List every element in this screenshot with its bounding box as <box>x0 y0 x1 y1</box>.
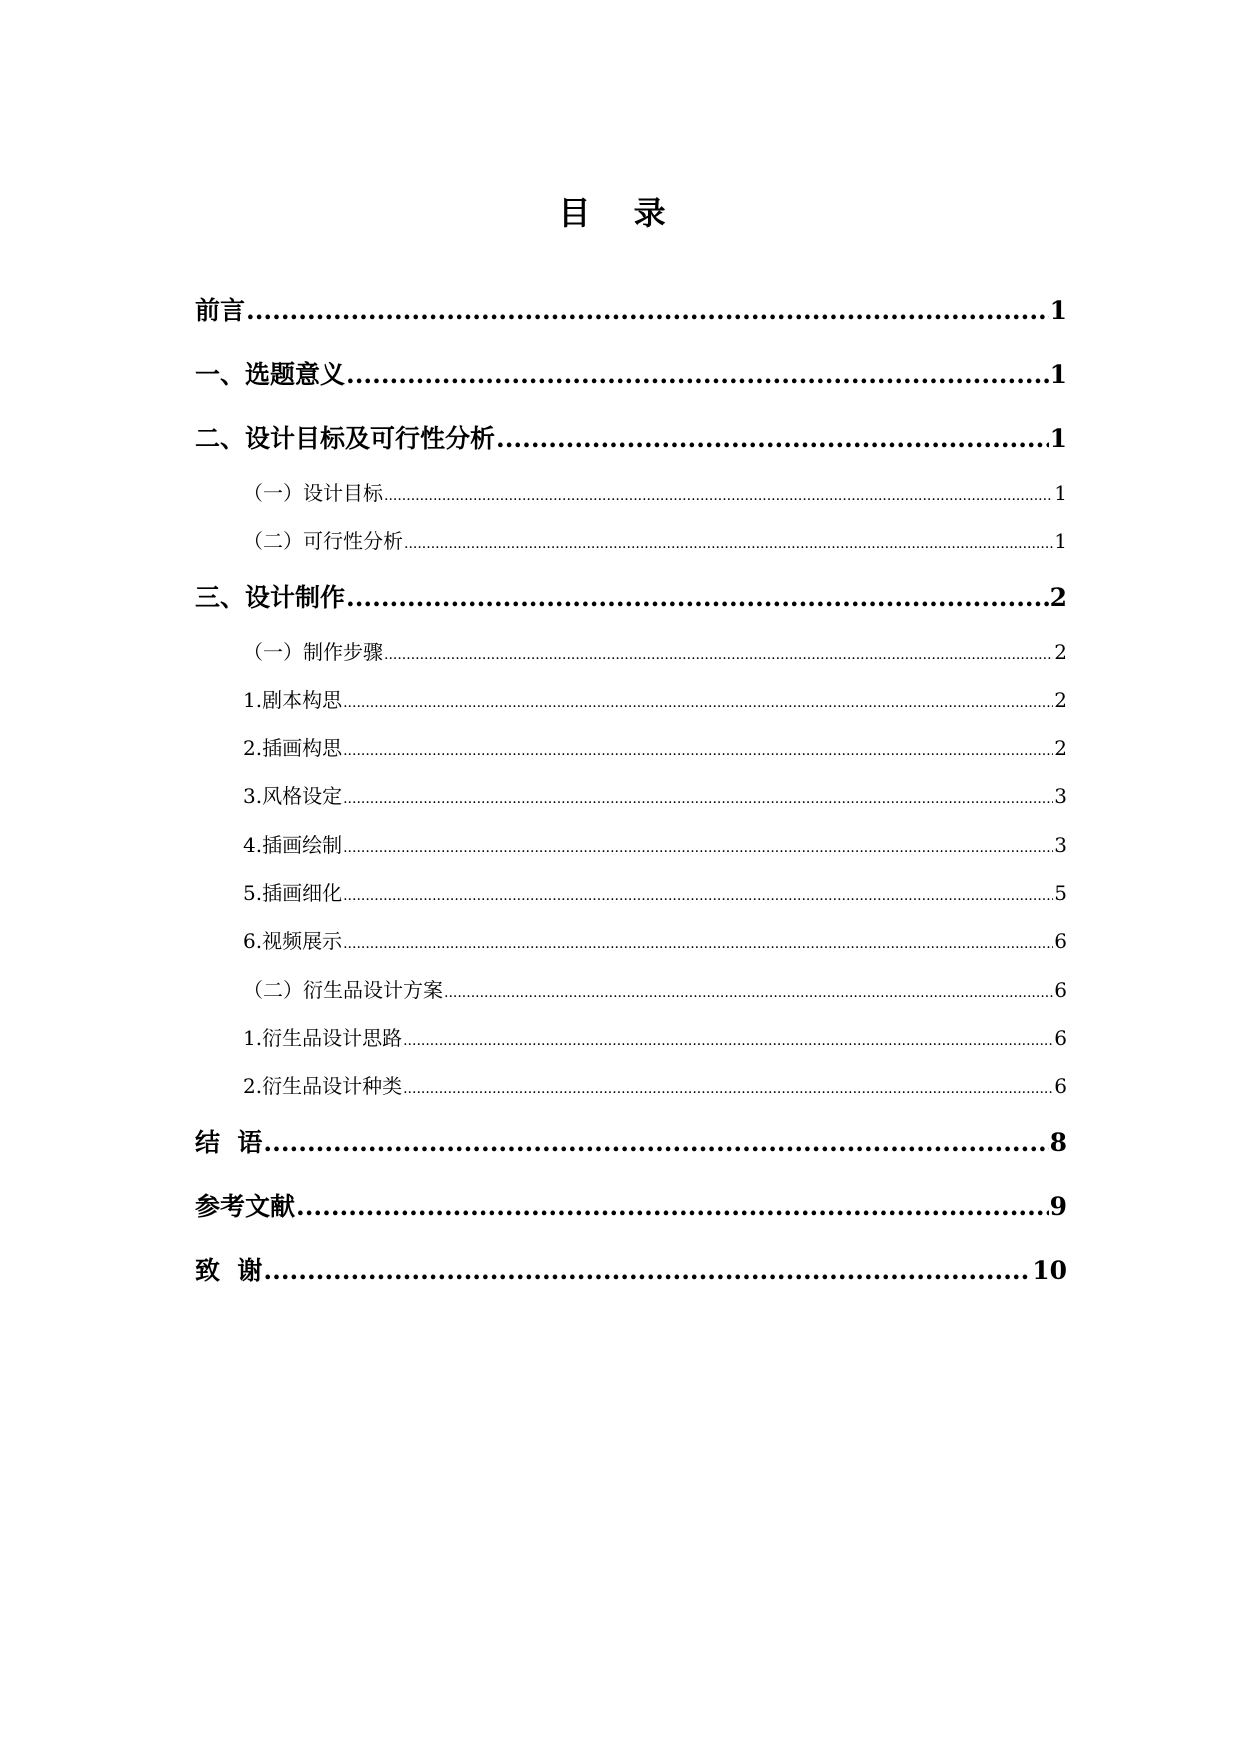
toc-entry-label: 2.衍生品设计种类 <box>243 1074 403 1098</box>
toc-entry-label: 二、设计目标及可行性分析 <box>195 424 496 453</box>
toc-entry-style-setting[interactable] <box>243 782 1067 813</box>
toc-entry-label: （一）制作步骤 <box>243 640 383 664</box>
toc-entry-label: 1.衍生品设计思路 <box>243 1026 403 1050</box>
toc-page-number: 6 <box>1054 929 1067 953</box>
dot-leader <box>403 1075 1053 1103</box>
toc-page-number: 6 <box>1054 978 1067 1002</box>
toc-page-number: 5 <box>1054 881 1067 905</box>
toc-page-number: 2 <box>1054 688 1067 712</box>
toc-entry-script-concept[interactable] <box>243 686 1067 717</box>
dot-leader <box>343 689 1053 717</box>
toc-entry-preface[interactable] <box>195 294 1067 328</box>
toc-entry-design-goals-feasibility[interactable] <box>195 422 1067 456</box>
toc-entry-derivative-design-plan[interactable] <box>243 976 1067 1007</box>
toc-entry-label: 1.剧本构思 <box>243 688 343 712</box>
toc-entry-illustration-drawing[interactable] <box>243 831 1067 862</box>
toc-page-number: 1 <box>1054 481 1067 505</box>
toc-entry-design-goals[interactable] <box>243 479 1067 510</box>
toc-entry-label: 3.风格设定 <box>243 784 343 808</box>
toc-page-number: 2 <box>1054 736 1067 760</box>
toc-entry-production-steps[interactable] <box>243 638 1067 669</box>
toc-entry-label: （二）可行性分析 <box>243 529 403 553</box>
toc-entry-label: 前言 <box>195 296 246 325</box>
toc-entry-acknowledgements[interactable] <box>195 1254 1067 1288</box>
dot-leader <box>384 482 1053 510</box>
dot-leader <box>343 882 1053 910</box>
toc-entry-label: 结 语 <box>195 1128 263 1157</box>
dot-leader <box>346 581 1049 615</box>
toc-page-number: 3 <box>1054 784 1067 808</box>
dot-leader <box>346 358 1049 392</box>
toc-page-number: 2 <box>1049 583 1067 612</box>
dot-leader <box>263 1126 1048 1160</box>
dot-leader <box>343 737 1053 765</box>
toc-page-number: 3 <box>1054 833 1067 857</box>
toc-entry-label: 三、设计制作 <box>195 583 346 612</box>
toc-entry-label: 一、选题意义 <box>195 360 346 389</box>
dot-leader <box>444 979 1053 1007</box>
dot-leader <box>343 785 1053 813</box>
dot-leader <box>384 641 1053 669</box>
toc-entry-derivative-design-ideas[interactable] <box>243 1024 1067 1055</box>
toc-entry-design-production[interactable] <box>195 581 1067 615</box>
toc-page-number: 1 <box>1049 296 1067 325</box>
toc-page-number: 9 <box>1049 1192 1067 1221</box>
toc-entry-label: 4.插画绘制 <box>243 833 343 857</box>
toc-page-number: 6 <box>1054 1026 1067 1050</box>
toc-page-number: 1 <box>1049 424 1067 453</box>
toc-entry-label: 参考文献 <box>195 1192 296 1221</box>
dot-leader <box>404 530 1053 558</box>
toc-page-number: 1 <box>1054 529 1067 553</box>
toc-entry-video-display[interactable] <box>243 927 1067 958</box>
toc-page-number: 8 <box>1049 1128 1067 1157</box>
toc-page-number: 10 <box>1032 1256 1067 1285</box>
dot-leader <box>246 294 1049 328</box>
toc-entry-derivative-design-types[interactable] <box>243 1072 1067 1103</box>
dot-leader <box>296 1190 1049 1224</box>
toc-entry-illustration-refinement[interactable] <box>243 879 1067 910</box>
toc-entry-feasibility-analysis[interactable] <box>243 527 1067 558</box>
dot-leader <box>343 930 1053 958</box>
toc-entry-topic-significance[interactable] <box>195 358 1067 392</box>
dot-leader <box>496 422 1049 456</box>
toc-entry-label: 致 谢 <box>195 1256 263 1285</box>
toc-entry-label: （一）设计目标 <box>243 481 383 505</box>
dot-leader <box>403 1027 1053 1055</box>
toc-entry-label: 2.插画构思 <box>243 736 343 760</box>
toc-page-number: 1 <box>1049 360 1067 389</box>
toc-entry-label: 6.视频展示 <box>243 929 343 953</box>
toc-page-number: 2 <box>1054 640 1067 664</box>
toc-entry-label: 5.插画细化 <box>243 881 343 905</box>
toc-title: 目 录 <box>558 194 682 232</box>
dot-leader <box>343 834 1053 862</box>
toc-entry-label: （二）衍生品设计方案 <box>243 978 443 1002</box>
toc-entry-conclusion[interactable] <box>195 1126 1067 1160</box>
toc-entry-references[interactable] <box>195 1190 1067 1224</box>
dot-leader <box>263 1254 1031 1288</box>
toc-page-number: 6 <box>1054 1074 1067 1098</box>
toc-entry-illustration-concept[interactable] <box>243 734 1067 765</box>
